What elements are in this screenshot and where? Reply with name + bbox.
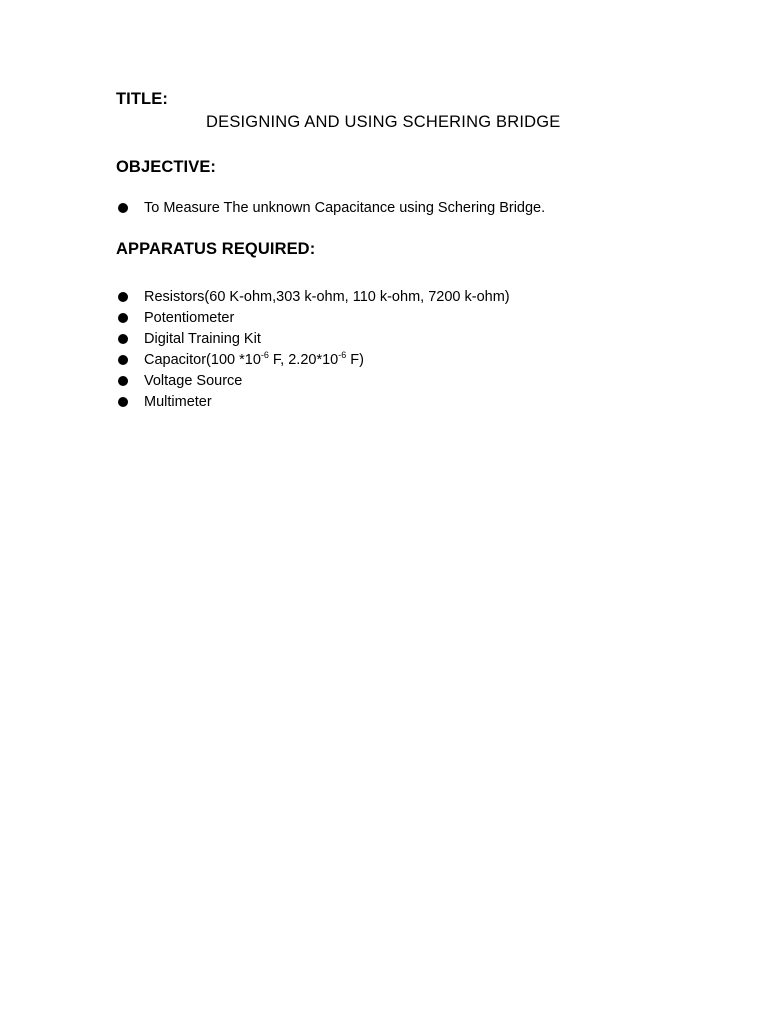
resistors-item: Resistors(60 K-ohm,303 k-ohm, 110 k-ohm, 7200 k-ohm) [144,289,510,305]
bullet-icon [118,203,128,213]
training-kit-item: Digital Training Kit [144,331,261,347]
bullet-icon [118,355,128,365]
voltage-source-item: Voltage Source [144,373,243,389]
list-item [116,308,510,329]
list-item [116,392,510,413]
title-heading: TITLE: [116,90,168,108]
list-item [116,329,510,350]
capacitor-exponent-1: -6 [260,350,269,361]
document-title: DESIGNING AND USING SCHERING BRIDGE [206,113,561,131]
bullet-icon [118,334,128,344]
capacitor-mid: F, 2.20*10 [268,352,339,368]
objective-text: To Measure The unknown Capacitance using Schering Bridge. [144,200,546,216]
bullet-icon [118,397,128,407]
objective-heading: OBJECTIVE: [116,158,217,176]
apparatus-heading: APPARATUS REQUIRED: [116,240,316,258]
capacitor-item [144,352,364,368]
multimeter-item: Multimeter [144,394,212,410]
list-item [116,198,545,219]
list-item [116,287,510,308]
list-item [116,371,510,392]
bullet-icon [118,292,128,302]
capacitor-prefix: Capacitor(100 *10 [144,352,261,368]
capacitor-exponent-2: -6 [338,350,347,361]
list-item [116,350,510,371]
bullet-icon [118,313,128,323]
potentiometer-item: Potentiometer [144,310,235,326]
apparatus-list [116,287,510,413]
bullet-icon [118,376,128,386]
capacitor-suffix: F) [346,352,364,368]
objective-list [116,198,545,219]
